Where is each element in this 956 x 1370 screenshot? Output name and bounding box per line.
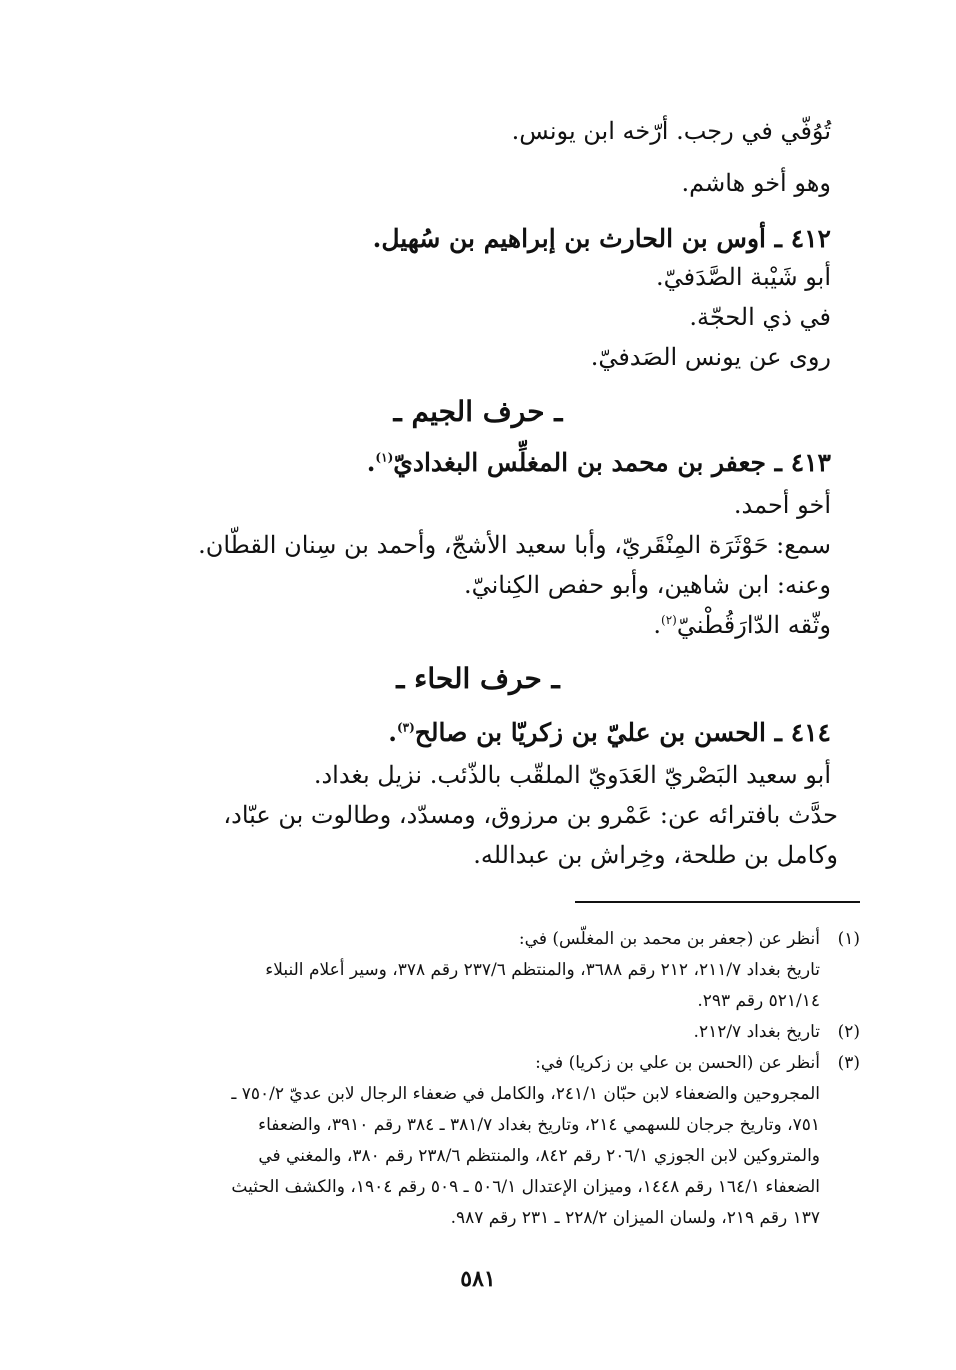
footnote-line: ٧٥١، وتاريخ جرجان للسهمي ٢١٤، وتاريخ بغداد ٣٨١/٧ ـ ٣٨٤ رقم ٣٩١٠، والضعفاء <box>258 1115 820 1135</box>
footnote-line: والمتروكين لابن الجوزي ٢٠٦/١ رقم ٨٤٢، والمنتظم ٢٣٨/٦ رقم ٣٨٠، والمغني في <box>258 1146 820 1166</box>
entry-heading-414 <box>91 716 831 750</box>
section-heading-jim: ـ حرف الجيم ـ <box>393 395 563 428</box>
text-line: تُوُفّي في رجب. أرّخه ابن يونس. <box>511 117 831 145</box>
text-line: أبو سعيد البَصْريّ العَدَويّ الملقّب بالذّئب. نزيل بغداد. <box>313 761 831 789</box>
footnote-line: المجروحين والضعفاء لابن حبّان ٢٤١/١، والكامل في ضعفاء الرجال لابن عديّ ٧٥٠/٢ ـ <box>231 1084 820 1104</box>
footnote-line: تاريخ بغداد ٢١٢/٧. <box>693 1022 820 1042</box>
text-line: أبو شَيْبة الصَّدَفيّ. <box>656 263 831 291</box>
punctuation: . <box>653 611 662 639</box>
footnote-ref: (١) <box>375 450 394 465</box>
footnote-line: تاريخ بغداد ٢١١/٧، ٢١٢ رقم ٣٦٨٨، والمنتظم ٢٣٧/٦ رقم ٣٧٨، وسير أعلام النبلاء <box>265 960 820 980</box>
text-line: روى عن يونس الصَدفيّ. <box>590 343 831 371</box>
footnote-line: ١٣٧ رقم ٢١٩، ولسان الميزان ٢٢٨/٢ ـ ٢٣١ رقم ٩٨٧. <box>450 1208 820 1228</box>
footnote-ref: (٢) <box>661 613 677 627</box>
text-line: وهو أخو هاشم. <box>681 169 831 197</box>
punctuation: . <box>388 718 397 747</box>
footnote-ref: (٣) <box>396 720 415 735</box>
footnote-line: الضعفاء ١٦٤/١ رقم ١٤٤٨، وميزان الإعتدال ٥٠٦/١ ـ ٥٠٩ رقم ١٩٠٤، والكشف الحثيث <box>231 1177 820 1197</box>
text-line: وكامل بن طلحة، وخِراش بن عبدالله. <box>473 841 838 869</box>
footnote-label: (٣) <box>837 1053 860 1073</box>
text-line: أخو أحمد. <box>733 491 831 519</box>
entry-heading-412: ٤١٢ ـ أوس بن الحارث بن إبراهيم بن سُهيل. <box>372 224 831 253</box>
section-heading-ha: ـ حرف الحاء ـ <box>396 662 560 695</box>
page-number: ٥٨١ <box>460 1266 496 1292</box>
text-line: وعنه: ابن شاهين، وأبو حفص الكِنانيّ. <box>463 571 831 599</box>
punctuation: . <box>366 448 376 477</box>
entry-heading-413 <box>91 446 831 480</box>
text-fragment: وثّقه الدّارَقُطْنيّ <box>676 611 831 639</box>
text-line <box>91 608 831 642</box>
footnote-line: أنظر عن (جعفر بن محمد بن المغلّس) في: <box>518 929 820 949</box>
footnote-line: ٥٢١/١٤ رقم ٢٩٣. <box>697 991 820 1011</box>
footnote-line: أنظر عن (الحسن بن علي بن زكريا) في: <box>535 1053 820 1073</box>
entry-heading-text: ٤١٣ ـ جعفر بن محمد بن المغلِّس البغداديّ <box>393 448 831 477</box>
footnote-label: (٢) <box>837 1022 860 1042</box>
footnote-label: (١) <box>837 929 860 949</box>
entry-heading-text: ٤١٤ ـ الحسن بن عليّ بن زكريّا بن صالح <box>414 718 831 747</box>
text-line: في ذي الحجّة. <box>689 303 831 331</box>
text-line: حدَّث بافترائه عن: عَمْرو بن مرزوق، ومسدّد، وطالوت بن عبّاد، <box>223 801 838 829</box>
text-line: سمع: حَوْثَرَة المِنْقَريّ، وأبا سعيد الأشجّ، وأحمد بن سِنان القطّان. <box>198 531 831 559</box>
footnote-separator <box>575 901 860 903</box>
